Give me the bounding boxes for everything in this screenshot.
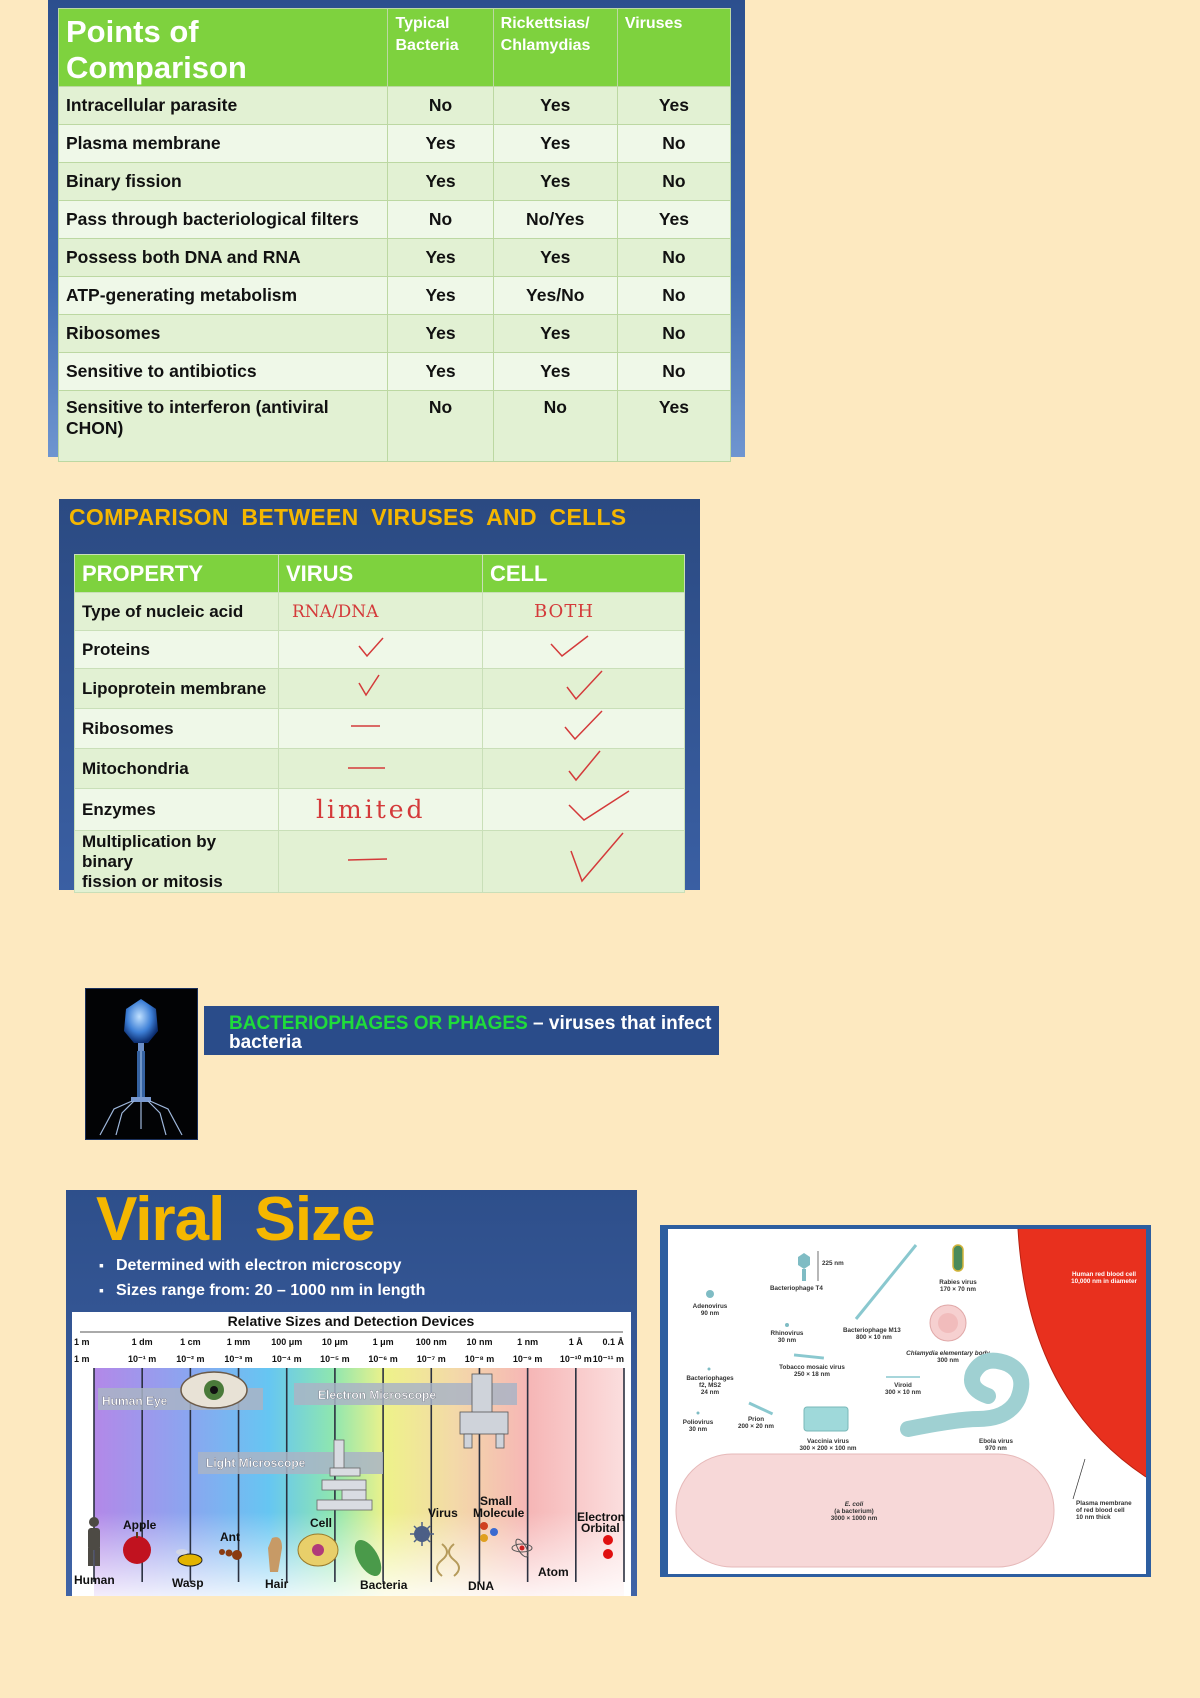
label-prion-size: 200 × 20 nm — [738, 1423, 774, 1430]
label-virus: Virus — [428, 1506, 458, 1520]
label-phages-3: 24 nm — [700, 1389, 720, 1396]
label-t4: Bacteriophage T4 — [770, 1285, 823, 1292]
vaccinia-shape — [804, 1407, 848, 1431]
label-plasma-membrane-3: 10 nm thick — [1076, 1514, 1111, 1521]
label-ebola: Ebola virus — [979, 1438, 1013, 1445]
col-header-virus: VIRUS — [279, 555, 483, 593]
cell-rickettsias: Yes — [493, 87, 617, 125]
bullet-item: ▪ Determined with electron microscopy — [99, 1257, 401, 1275]
table-row — [75, 593, 685, 631]
label-m13: Bacteriophage M13 — [843, 1327, 901, 1334]
row-label: Proteins — [75, 631, 279, 669]
virus-note: limited — [279, 789, 483, 831]
virus-dash — [279, 831, 483, 893]
table-row — [75, 631, 685, 669]
row-label: Sensitive to interferon (antiviral CHON) — [59, 391, 388, 462]
label-e-coli-2: (a bacterium) — [834, 1508, 874, 1515]
phage-term: BACTERIOPHAGES OR PHAGES — [229, 1013, 528, 1034]
label-tmv-size: 250 × 18 nm — [794, 1371, 830, 1378]
cell-viruses: Yes — [617, 201, 730, 239]
label-electron-orbital: Electron — [577, 1510, 626, 1524]
scale-tick-label: 10 μm — [321, 1337, 348, 1347]
label-cell: Cell — [310, 1516, 333, 1530]
checkmark-icon — [566, 789, 636, 825]
cell-typical: Yes — [388, 277, 493, 315]
cell-check — [483, 669, 685, 709]
scale-tick-label: 10⁻¹ m — [128, 1354, 157, 1364]
scale-tick-label: 0.1 Å — [602, 1337, 624, 1347]
virus-cell-slide — [59, 499, 700, 890]
row-label: Enzymes — [75, 789, 279, 831]
table-row — [59, 201, 731, 239]
row-label: Binary fission — [59, 163, 388, 201]
label-plasma-membrane: Plasma membrane — [1076, 1500, 1132, 1507]
label-phages: Bacteriophages — [686, 1375, 734, 1382]
label-adenovirus: Adenovirus — [692, 1303, 728, 1310]
checkmark-icon — [548, 632, 598, 662]
comparison-header-title: Points of Comparison — [59, 9, 388, 87]
label-vaccinia: Vaccinia virus — [806, 1438, 850, 1445]
label-dna: DNA — [468, 1579, 494, 1593]
comparison-slide — [48, 0, 745, 457]
viral-size-slide — [66, 1185, 637, 1596]
col-header-typical-bacteria: Typical Bacteria — [388, 9, 493, 87]
virus-dash — [279, 749, 483, 789]
scale-tick-label: 10⁻⁸ m — [464, 1354, 495, 1364]
device-light-microscope: Light Microscope — [206, 1456, 306, 1470]
label-m13-size: 800 × 10 nm — [856, 1334, 892, 1341]
cell-rickettsias: No/Yes — [493, 201, 617, 239]
label-phages-2: f2, MS2 — [698, 1382, 722, 1389]
m13-shape — [856, 1245, 916, 1319]
label-rbc: Human red blood cell — [1071, 1271, 1137, 1278]
virus-dash — [279, 709, 483, 749]
cell-viruses: No — [617, 239, 730, 277]
row-label: Possess both DNA and RNA — [59, 239, 388, 277]
phage-definition-cont: bacteria — [229, 1032, 302, 1053]
scale-tick-label: 1 dm — [131, 1337, 153, 1347]
relative-sizes-chart — [72, 1312, 631, 1596]
checkmark-icon — [354, 632, 394, 662]
label-rabies: Rabies virus — [939, 1279, 977, 1286]
phage-definition-banner — [204, 1006, 719, 1055]
tmv-shape — [794, 1353, 824, 1359]
scale-tick-label: 1 Å — [568, 1337, 583, 1347]
checkmark-icon — [562, 709, 612, 743]
scale-tick-label: 1 nm — [517, 1337, 539, 1347]
bullet-item: ▪ Sizes range from: 20 – 1000 nm in length — [99, 1282, 425, 1300]
label-rhinovirus-size: 30 nm — [777, 1337, 797, 1344]
table-row — [59, 353, 731, 391]
label-viroid: Viroid — [894, 1382, 912, 1389]
table-row — [75, 831, 685, 893]
cell-viruses: No — [617, 125, 730, 163]
cell-rickettsias: No — [493, 391, 617, 462]
label-electron-orbital-2: Orbital — [581, 1521, 620, 1535]
checkmark-icon — [354, 671, 394, 701]
cell-viruses: Yes — [617, 87, 730, 125]
label-bacteria: Bacteria — [360, 1578, 408, 1592]
scale-tick-label: 1 m — [74, 1354, 90, 1364]
scale-tick-label: 10⁻¹¹ m — [592, 1354, 624, 1364]
row-label: Mitochondria — [75, 749, 279, 789]
slide-title: COMPARISON BETWEEN VIRUSES AND CELLS — [69, 504, 627, 530]
row-label: Sensitive to antibiotics — [59, 353, 388, 391]
col-header-rickettsias: Rickettsias/ Chlamydias — [493, 9, 617, 87]
cell-note: BOTH — [483, 593, 685, 631]
label-e-coli-3: 3000 × 1000 nm — [830, 1515, 878, 1522]
label-small-molecule: Small — [480, 1494, 513, 1508]
label-rabies-size: 170 × 70 nm — [940, 1286, 976, 1293]
label-viroid-size: 300 × 10 nm — [885, 1389, 921, 1396]
label-t4-scale: 225 nm — [822, 1260, 844, 1267]
cell-check — [483, 709, 685, 749]
device-human-eye: Human Eye — [102, 1394, 168, 1408]
phage-definition: – viruses that infect — [527, 1013, 712, 1034]
dash-icon — [346, 849, 394, 869]
scale-tick-label: 1 mm — [226, 1337, 251, 1347]
scale-tick-label: 10⁻² m — [176, 1354, 205, 1364]
device-electron-microscope: Electron Microscope — [318, 1388, 437, 1402]
table-row — [59, 315, 731, 353]
checkmark-icon — [568, 831, 638, 887]
row-label: Intracellular parasite — [59, 87, 388, 125]
bacteriophage-image — [85, 988, 198, 1140]
label-chlamydia-size: 300 nm — [937, 1357, 959, 1364]
row-label: Type of nucleic acid — [75, 593, 279, 631]
cell-typical: No — [388, 87, 493, 125]
table-row — [75, 749, 685, 789]
label-e-coli: E. coli — [844, 1501, 864, 1508]
label-poliovirus-size: 30 nm — [688, 1426, 708, 1433]
table-row — [59, 277, 731, 315]
scale-tick-label: 10⁻⁴ m — [271, 1354, 302, 1364]
cell-rickettsias: Yes/No — [493, 277, 617, 315]
label-ant: Ant — [220, 1530, 240, 1544]
rabies-shape — [953, 1245, 963, 1271]
dash-icon — [346, 756, 390, 776]
table-row — [59, 125, 731, 163]
cell-check — [483, 831, 685, 893]
label-rbc-size: 10,000 nm in diameter — [1071, 1278, 1137, 1285]
cell-typical: Yes — [388, 163, 493, 201]
cell-check — [483, 749, 685, 789]
red-blood-cell-shape — [1018, 1229, 1146, 1477]
cell-rickettsias: Yes — [493, 239, 617, 277]
cell-icon — [298, 1534, 338, 1566]
eye-icon — [181, 1372, 247, 1408]
label-atom: Atom — [538, 1565, 569, 1579]
scale-tick-label: 10⁻⁹ m — [512, 1354, 543, 1364]
cell-rickettsias: Yes — [493, 163, 617, 201]
col-header-cell: CELL — [483, 555, 685, 593]
label-ebola-size: 970 nm — [985, 1445, 1007, 1452]
scale-tick-label: 10⁻⁶ m — [368, 1354, 398, 1364]
cell-check — [483, 631, 685, 669]
table-row — [59, 163, 731, 201]
cell-typical: Yes — [388, 125, 493, 163]
cell-typical: No — [388, 391, 493, 462]
table-row — [59, 87, 731, 125]
table-row — [59, 391, 731, 462]
cell-viruses: No — [617, 277, 730, 315]
row-label: Pass through bacteriological filters — [59, 201, 388, 239]
cell-typical: Yes — [388, 315, 493, 353]
cell-rickettsias: Yes — [493, 353, 617, 391]
scale-tick-label: 10⁻⁷ m — [416, 1354, 446, 1364]
scale-tick-label: 10⁻⁵ m — [320, 1354, 350, 1364]
rhinovirus-shape — [785, 1323, 789, 1327]
label-rhinovirus: Rhinovirus — [770, 1330, 804, 1337]
row-label: ATP-generating metabolism — [59, 277, 388, 315]
col-header-viruses: Viruses — [617, 9, 730, 87]
scale-tick-label: 10⁻³ m — [224, 1354, 253, 1364]
col-header-property: PROPERTY — [75, 555, 279, 593]
label-chlamydia: Chlamydia elementary body — [906, 1350, 990, 1357]
label-prion: Prion — [747, 1416, 765, 1423]
table-row — [59, 239, 731, 277]
table-row — [75, 669, 685, 709]
cell-viruses: Yes — [617, 391, 730, 462]
label-tmv: Tobacco mosaic virus — [779, 1364, 845, 1371]
table-row — [75, 789, 685, 831]
cell-typical: Yes — [388, 353, 493, 391]
ebola-shape — [908, 1361, 1021, 1429]
cell-viruses: No — [617, 315, 730, 353]
cell-typical: No — [388, 201, 493, 239]
cell-check — [483, 789, 685, 831]
virus-check — [279, 669, 483, 709]
label-hair: Hair — [265, 1577, 289, 1591]
row-label: Multiplication by binary fission or mitosis — [75, 831, 279, 893]
checkmark-icon — [566, 749, 616, 783]
cell-rickettsias: Yes — [493, 315, 617, 353]
scale-tick-label: 10⁻¹⁰ m — [559, 1354, 592, 1364]
label-vaccinia-size: 300 × 200 × 100 nm — [799, 1445, 857, 1452]
cell-viruses: No — [617, 353, 730, 391]
chart-title: Relative Sizes and Detection Devices — [227, 1313, 475, 1329]
table-row — [75, 709, 685, 749]
adenovirus-shape — [706, 1290, 714, 1298]
row-label: Plasma membrane — [59, 125, 388, 163]
label-wasp: Wasp — [172, 1576, 204, 1590]
scale-tick-label: 1 μm — [372, 1337, 394, 1347]
virus-note: RNA/DNA — [279, 593, 483, 631]
bacteriophage-t4-icon — [798, 1251, 818, 1281]
cell-typical: Yes — [388, 239, 493, 277]
label-plasma-membrane-2: of red blood cell — [1076, 1507, 1125, 1514]
scale-tick-label: 10 nm — [466, 1337, 493, 1347]
prion-shape — [748, 1402, 773, 1416]
row-label: Ribosomes — [59, 315, 388, 353]
virus-size-figure — [660, 1225, 1151, 1577]
scale-tick-label: 100 μm — [271, 1337, 303, 1347]
row-label: Lipoprotein membrane — [75, 669, 279, 709]
label-human: Human — [74, 1573, 115, 1587]
comparison-table — [58, 8, 731, 462]
checkmark-icon — [564, 669, 614, 703]
virus-check — [279, 631, 483, 669]
label-adenovirus-size: 90 nm — [700, 1310, 720, 1317]
virus-cell-table — [74, 554, 685, 893]
label-poliovirus: Poliovirus — [682, 1419, 714, 1426]
row-label: Ribosomes — [75, 709, 279, 749]
cell-viruses: No — [617, 163, 730, 201]
dash-icon — [349, 716, 389, 736]
label-apple: Apple — [123, 1518, 157, 1532]
viral-size-title: Viral Size — [96, 1185, 375, 1254]
label-small-molecule-2: Molecule — [473, 1506, 525, 1520]
bacteriophage-icon — [86, 989, 197, 1139]
scale-tick-label: 1 m — [74, 1337, 90, 1347]
cell-rickettsias: Yes — [493, 125, 617, 163]
scale-tick-label: 1 cm — [180, 1337, 201, 1347]
scale-tick-label: 100 nm — [415, 1337, 447, 1347]
